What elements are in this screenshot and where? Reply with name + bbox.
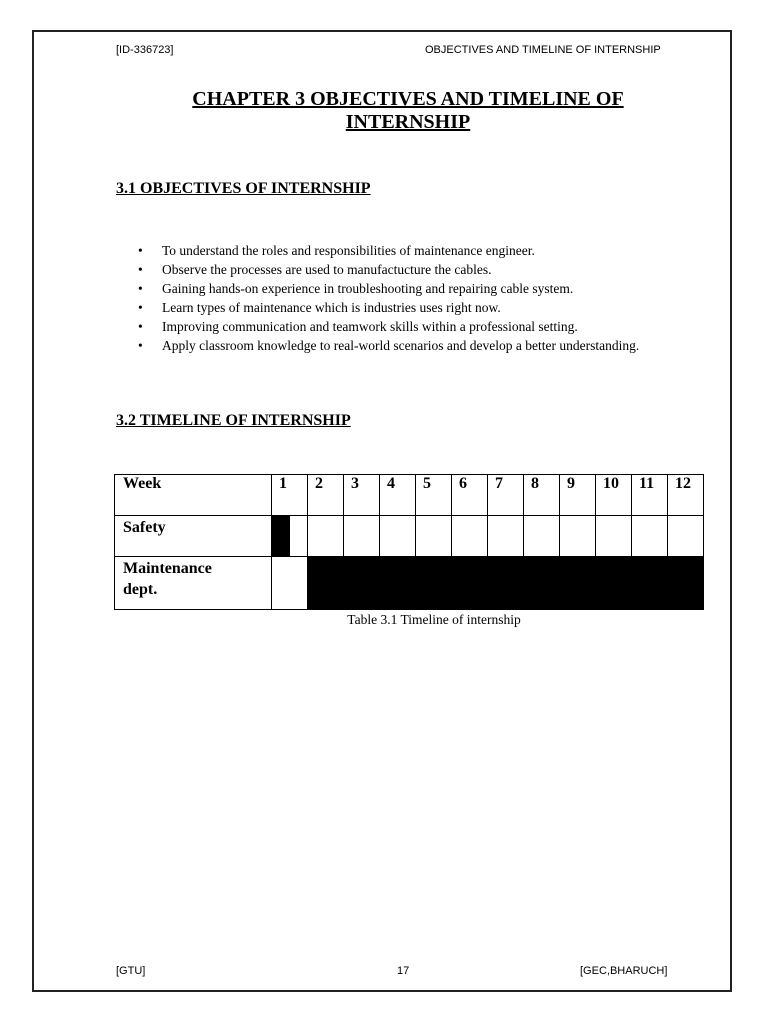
list-item: • Observe the processes are used to manufactucture the cables.: [162, 260, 676, 279]
table-caption: Table 3.1 Timeline of internship: [347, 612, 521, 627]
week-number: 9: [560, 475, 596, 516]
timeline-cell: [596, 557, 632, 610]
timeline-cell: [380, 557, 416, 610]
week-number: 8: [524, 475, 560, 516]
row-label-safety: Safety: [115, 516, 272, 557]
week-header-label: Week: [115, 475, 272, 516]
list-item: • Improving communication and teamwork skills within a professional setting.: [162, 317, 676, 336]
timeline-cell: [560, 516, 596, 557]
week-number: 7: [488, 475, 524, 516]
table-row-safety: [115, 516, 704, 557]
page-number: 17: [397, 965, 410, 977]
header-title: OBJECTIVES AND TIMELINE OF INTERNSHIP: [425, 44, 661, 56]
timeline-cell: [596, 516, 632, 557]
timeline-cell: [272, 516, 308, 557]
week-number: 12: [668, 475, 704, 516]
section-heading-objectives: 3.1 OBJECTIVES OF INTERNSHIP: [116, 180, 371, 197]
timeline-table: [114, 474, 704, 610]
chapter-title-line1: CHAPTER 3 OBJECTIVES AND TIMELINE OF: [192, 88, 624, 110]
section-heading-timeline: 3.2 TIMELINE OF INTERNSHIP: [116, 412, 351, 429]
timeline-cell: [344, 516, 380, 557]
timeline-cell: [488, 516, 524, 557]
timeline-cell: [632, 516, 668, 557]
list-item: • To understand the roles and responsibilities of maintenance engineer.: [162, 241, 676, 260]
table-row-week: [115, 475, 704, 516]
objectives-list: [116, 241, 676, 355]
timeline-cell: [632, 557, 668, 610]
timeline-cell: [452, 557, 488, 610]
timeline-cell: [524, 516, 560, 557]
timeline-cell: [380, 516, 416, 557]
timeline-cell: [308, 516, 344, 557]
timeline-cell: [524, 557, 560, 610]
footer-right: [GEC,BHARUCH]: [580, 965, 668, 977]
timeline-cell: [488, 557, 524, 610]
week-number: 5: [416, 475, 452, 516]
footer-left: [GTU]: [116, 965, 146, 977]
timeline-cell: [416, 557, 452, 610]
timeline-cell: [272, 557, 308, 610]
chapter-title-line2: INTERNSHIP: [345, 111, 471, 133]
timeline-cell: [308, 557, 344, 610]
timeline-cell: [668, 557, 704, 610]
timeline-cell: [560, 557, 596, 610]
week-number: 1: [272, 475, 308, 516]
timeline-cell: [452, 516, 488, 557]
week-number: 11: [632, 475, 668, 516]
timeline-cell: [416, 516, 452, 557]
week-number: 2: [308, 475, 344, 516]
table-row-maintenance: [115, 557, 704, 610]
timeline-cell: [668, 516, 704, 557]
week-number: 6: [452, 475, 488, 516]
list-item: • Learn types of maintenance which is industries uses right now.: [162, 298, 676, 317]
header-id: [ID-336723]: [116, 44, 174, 56]
row-label-maintenance: Maintenance dept.: [115, 557, 272, 610]
list-item: • Apply classroom knowledge to real-world scenarios and develop a better understanding.: [162, 336, 676, 355]
timeline-cell: [344, 557, 380, 610]
week-number: 10: [596, 475, 632, 516]
chapter-title: [116, 88, 700, 134]
week-number: 3: [344, 475, 380, 516]
list-item: • Gaining hands-on experience in troubleshooting and repairing cable system.: [162, 279, 676, 298]
timeline-bar: [272, 516, 290, 556]
week-number: 4: [380, 475, 416, 516]
